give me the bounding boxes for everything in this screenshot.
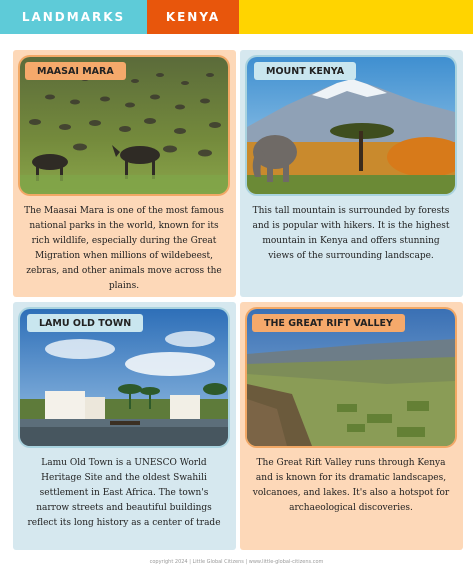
header-bar bbox=[0, 0, 473, 34]
lamu-description: Lamu Old Town is a UNESCO World Heritage Site and the oldest Swahili settlement in East Africa. The town's narrow streets and beautiful buildings reflect its long history as a center of trade bbox=[27, 458, 221, 528]
mount-kenya-title: MOUNT KENYA bbox=[254, 62, 356, 80]
card-mount-kenya bbox=[240, 50, 463, 297]
rift-valley-title: THE GREAT RIFT VALLEY bbox=[252, 314, 405, 332]
lamu-title: LAMU OLD TOWN bbox=[27, 314, 143, 332]
footer-copyright: copyright 2024 | Little Global Citizens | www.little-global-citizens.com bbox=[149, 559, 324, 565]
card-maasai-mara bbox=[13, 50, 236, 297]
landmarks-label: LANDMARKS bbox=[0, 0, 147, 34]
mount-kenya-description: This tall mountain is surrounded by forests and is popular with hikers. It is the highest mountain in Kenya and offers stunning views of the surrounding landscape. bbox=[252, 206, 450, 261]
card-great-rift-valley bbox=[240, 302, 463, 550]
rift-valley-description: The Great Rift Valley runs through Kenya and is known for its dramatic landscapes, volcanoes, and lakes. It's also a hotspot for archaeological discoveries. bbox=[252, 458, 450, 513]
maasai-mara-description: The Maasai Mara is one of the most famous national parks in the world, known for its rich wildlife, especially during the Great Migration when millions of wildebeest, zebras, and other animals move across the plains. bbox=[24, 206, 224, 291]
country-label: KENYA bbox=[147, 0, 239, 34]
header-accent bbox=[239, 0, 473, 34]
card-lamu-old-town bbox=[13, 302, 236, 550]
maasai-mara-title: MAASAI MARA bbox=[25, 62, 126, 80]
